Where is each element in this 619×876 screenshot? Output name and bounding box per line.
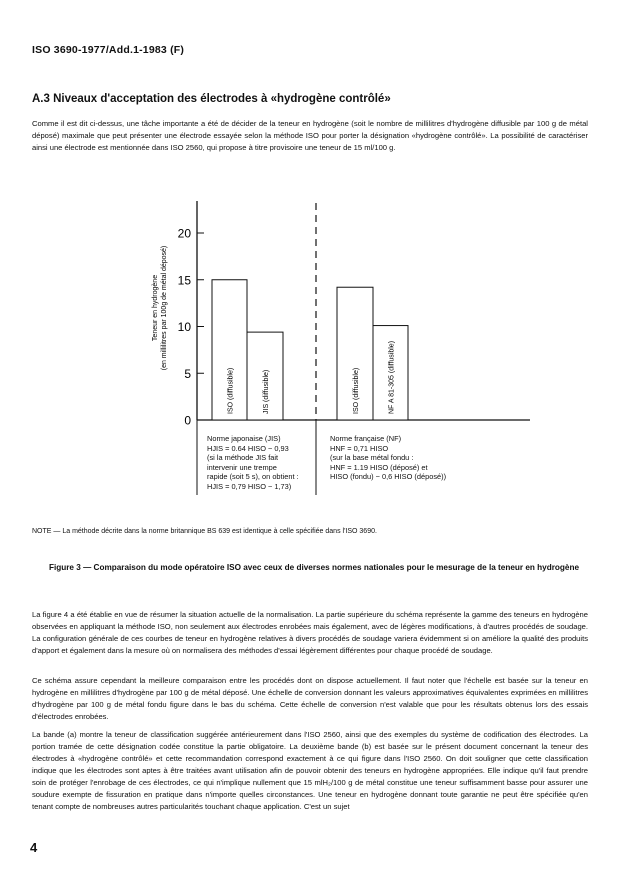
document-header: ISO 3690-1977/Add.1-1983 (F) (32, 44, 185, 56)
paragraph-3: La bande (a) montre la teneur de classification suggérée antérieurement dans l'ISO 2560, ainsi que des exemples du système de codification des électrodes. La portion tramée de cette désignation codée constitue la partie obligatoire. La deuxième bande (b) est basée sur le présent document concernant la teneur des électrodes à «hydrogène contrôlé» et cette recommandation correspond exactement à ce qui figure dans l'ISO 2560. On doit souligner que cette classification indique que les électrodes sont aptes à être traitées avant utilisation afin de pouvoir obtenir des teneurs en hydrogène appropriées. Elle indique qu'il faut prendre soin de protéger l'enrobage de ces électrodes, ce qui n'implique nullement que 15 mlH₂/100 g de métal constitue une teneur suffisamment basse pour assurer une soudure exempte de fissuration en pratique dans n'importe quelles circonstances. Une teneur en hydrogène donnant toute garantie ne peut être spécifiée qu'en tenant compte de nombreuses autres particularités touchant chaque application. C'est un sujet (32, 730, 588, 811)
paragraph-2: Ce schéma assure cependant la meilleure comparaison entre les procédés dont on dispose actuellement. Il faut noter que l'échelle est basée sur la teneur en hydrogène en millilitres d'hydrogène par 100 g de métal déposé. Une échelle de conversion donnant les valeurs approximatives équivalentes exprimées en millilitres d'hydrogène par 100 g de métal fondu figure dans le bas du schéma. Cette échelle de conversion n'est valable que pour les résultats obtenus lors des essais d'électrodes enrobées. (32, 676, 588, 721)
bar-label: NF A 81-305 (diffusible) (388, 340, 396, 414)
paragraph-1: La figure 4 a été établie en vue de résumer la situation actuelle de la normalisation. La partie supérieure du schéma représente la gamme des teneurs en hydrogène observées en appliquant la méthode ISO, non seulement aux électrodes enrobées mais également, avec de légères modifications, à d'autres procédés de soudage. La configuration générale de ces courbes de teneur en hydrogène relatives à divers procédés de soudage variera évidemment si on améliore la qualité des produits d'apport et également dans la mesure où on normalisera des méthodes d'essai légèrement différentes pour chaque procédé de soudage. (32, 610, 588, 655)
bar-label: ISO (diffusible) (227, 367, 235, 414)
y-tick-label: 15 (177, 273, 191, 288)
y-axis-label: Teneur en hydrogène (152, 274, 159, 342)
y-tick-label: 20 (177, 226, 191, 241)
page-number: 4 (30, 840, 38, 855)
figure-caption: Figure 3 — Comparaison du mode opératoire ISO avec ceux de diverses normes nationales pour le mesurage de la teneur en hydrogène (48, 563, 580, 572)
jis-formula-box: Norme japonaise (JIS) HJIS = 0.64 HISO − 0,93 (si la méthode JIS fait intervenir une trempe rapide (soit 5 s), on obtient : HJIS = 0,79 HISO − 1,73) (207, 434, 299, 491)
bar-label: JIS (diffusible) (263, 369, 270, 414)
y-tick-label: 5 (184, 366, 191, 381)
figure-note: NOTE — La méthode décrite dans la norme britannique BS 639 est identique à celle spécifiée dans l'ISO 3690. (32, 528, 377, 535)
y-axis-sublabel: (en millilitres par 100g de métal déposé) (161, 245, 168, 371)
nf-formula-box: Norme française (NF) HNF = 0,71 HISO (sur la base métal fondu : HNF = 1.19 HISO (déposé) et HISO (fondu) − 0,6 HISO (déposé)) (330, 434, 447, 482)
y-tick-label: 0 (184, 413, 191, 428)
intro-paragraph: Comme il est dit ci-dessus, une tâche importante a été de décider de la teneur en hydrogène (soit le nombre de millilitres d'hydrogène diffusible par 100 g de métal déposé) maximale que peut présenter une électrode essayée selon la méthode ISO pour porter la désignation «hydrogène contrôlé». La possibilité de caractériser ainsi une électrode est mentionnée dans ISO 2560, qui propose à titre provisoire une teneur de 15 ml/100 g. (32, 119, 588, 152)
section-title: A.3 Niveaux d'acceptation des électrodes à «hydrogène contrôlé» (32, 93, 391, 105)
bar-label: ISO (diffusible) (353, 367, 360, 414)
y-tick-label: 10 (177, 320, 191, 334)
